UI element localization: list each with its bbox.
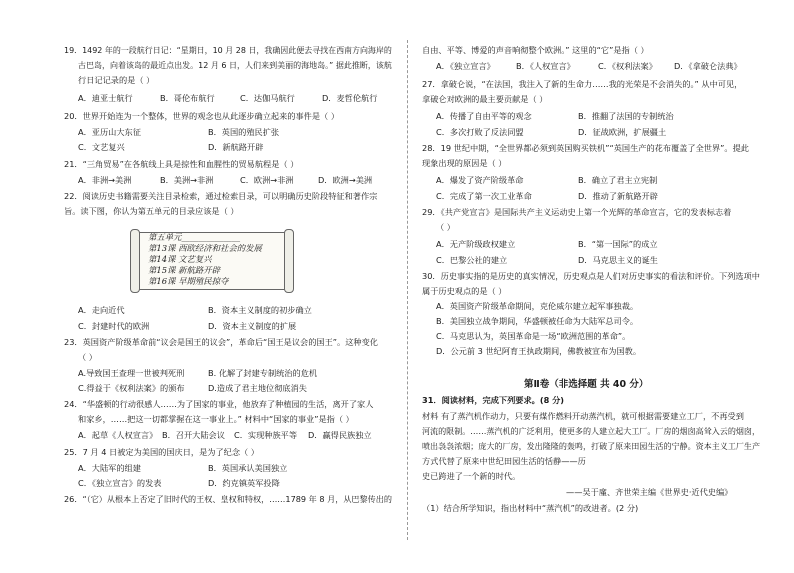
q28-option-b: B．确立了君主立宪制 xyxy=(578,175,658,185)
q19-line-3: 行日记记录的是（ ） xyxy=(78,75,155,85)
q29-option-d: D．马克思主义的诞生 xyxy=(578,255,658,265)
scroll-lesson-15: 第15课 新航路开辟 xyxy=(148,265,220,275)
q26-line-2: 自由、平等、博爱的声音响彻整个欧洲。” 这里的“它”是指（ ） xyxy=(422,45,649,55)
q25-option-a: A．大陆军的组建 xyxy=(78,463,141,473)
q31-material-line-1: 材料 有了蒸汽机作动力，只要有煤作燃料开动蒸汽机，就可根据需要建立工厂，不再受到 xyxy=(422,411,744,421)
q25-option-b: B．英国承认美国独立 xyxy=(208,463,288,473)
q19-option-b: B．哥伦布航行 xyxy=(160,93,215,103)
q25-option-d: D．约克镇英军投降 xyxy=(208,478,280,488)
q24-line-2: 和家乡，……把这一切都掌握在这一事业上。” 材料中“国家的事业”是指（ ） xyxy=(78,414,354,424)
scroll-lesson-14: 第14课 文艺复兴 xyxy=(148,254,212,264)
q22-line-2: 旨。读下图，你认为第五单元的目录应该是（ ） xyxy=(64,206,239,216)
q28-line-2: 现象出现的原因是（ ） xyxy=(422,158,507,168)
q23-option-c: C.得益于《权利法案》的颁布 xyxy=(78,383,185,393)
q29-option-a: A．无产阶级政权建立 xyxy=(436,239,516,249)
scroll-left-rod xyxy=(130,229,140,293)
scroll-right-rod xyxy=(284,229,294,293)
q21-line-1: 21．“三角贸易”在各航线上具是掠性和血腥性的贸易航程是（ ） xyxy=(64,159,299,169)
q27-line-1: 27．拿破仑说，“在法国，我注入了新的生命力……我的光荣是不会消失的。” 从中可见， xyxy=(422,79,743,89)
q30-option-a: A．英国资产阶级革命期间，克伦威尔建立起军事独裁。 xyxy=(436,301,639,311)
q30-line-1: 30．历史事实指的是历史的真实情况，历史观点是人们对历史事实的看法和评价。下列选项中 xyxy=(422,271,760,281)
q31-subquestion-1: （1）结合所学知识，指出材料中“蒸汽机”的改进者。(2 分) xyxy=(422,503,639,513)
q20-option-a: A．亚历山大东征 xyxy=(78,127,141,137)
q26-option-a: A．《独立宣言》 xyxy=(436,61,495,71)
q24-line-1: 24．“华盛顿的行动很感人……为了国家的事业，他放弃了种植园的生活，离开了家人 xyxy=(64,399,374,409)
table-of-contents-scroll xyxy=(128,228,296,292)
q29-line-1: 29．《共产党宣言》是国际共产主义运动史上第一个光辉的革命宣言，它的发表标志着 xyxy=(422,207,732,217)
q22-option-b: B．资本主义制度的初步确立 xyxy=(208,305,312,315)
q28-line-1: 28．19 世纪中期，“全世界都必须到英国购买铁机”“英国生产的花布覆盖了全世界”。提此 xyxy=(422,143,749,153)
q31-material-line-4: 方式代替了原来中世纪田园生活的恬静——历 xyxy=(422,456,586,466)
q27-option-b: B．推翻了法国的专制统治 xyxy=(578,111,674,121)
q30-option-c: C．马克思认为，英国革命是一场“欧洲范围的革命”。 xyxy=(436,331,631,341)
q28-option-d: D．推动了新航路开辟 xyxy=(578,191,658,201)
q25-option-c: C．《独立宣言》的发表 xyxy=(78,478,162,488)
q20-option-b: B．英国的殖民扩张 xyxy=(208,127,280,137)
q20-option-c: C．文艺复兴 xyxy=(78,142,125,152)
section-2-title: 第Ⅱ卷（非选择题 共 40 分） xyxy=(524,379,649,390)
q25-line-1: 25．7 月 4 日被定为美国的国庆日，是为了纪念（ ） xyxy=(64,447,259,457)
q19-option-a: A．迪亚士航行 xyxy=(78,93,133,103)
q27-option-c: C．多次打败了反法同盟 xyxy=(436,127,524,137)
q27-option-a: A．传播了自由平等的观念 xyxy=(436,111,532,121)
q21-option-c: C．欧洲→非洲 xyxy=(240,175,294,185)
q23-option-b: B. 化解了封建专制统治的危机 xyxy=(208,368,318,378)
q19-line-1: 19．1492 年的一段航行日记：“星期日，10 月 28 日，我确因此便去寻找在西南方向海岸的 xyxy=(64,45,392,55)
q27-option-d: D．征战欧洲，扩展疆土 xyxy=(578,127,667,137)
q23-line-2: （ ） xyxy=(78,352,97,362)
q26-option-b: B．《人权宣言》 xyxy=(516,61,575,71)
q31-source: ——吴于廑、齐世荣主编《世界史·近代史编》 xyxy=(566,487,733,497)
q30-option-b: B．美国独立战争期间，华盛顿被任命为大陆军总司令。 xyxy=(436,316,639,326)
q24-option-d: D．赢得民族独立 xyxy=(308,430,372,440)
q22-line-1: 22．阅读历史书籍需要关注目录检索，通过检索目录，可以明确历史阶段特征和著作宗 xyxy=(64,191,378,201)
q20-option-d: D．新航路开辟 xyxy=(208,142,264,152)
q21-option-a: A．非洲→美洲 xyxy=(78,175,132,185)
q24-option-b: B．召开大陆会议 xyxy=(162,430,225,440)
q26-line-1: 26．“（它）从根本上否定了旧时代的王权、皇权和特权，……1789 年 8 月，从巴黎传出的 xyxy=(64,494,393,504)
column-divider xyxy=(407,40,408,540)
q23-line-1: 23．英国资产阶级革命前“议会是国王的议会”，革命后“国王是议会的国王”。这种变化 xyxy=(64,337,378,347)
q28-option-c: C．完成了第一次工业革命 xyxy=(436,191,532,201)
q21-option-b: B．美洲→非洲 xyxy=(160,175,214,185)
q27-line-2: 拿破仑对欧洲的最主要贡献是（ ） xyxy=(422,94,548,104)
q19-option-d: D．麦哲伦航行 xyxy=(322,93,378,103)
q20-line-1: 20．世界开始连为一个整体，世界的观念也从此逐步确立起来的事件是（ ） xyxy=(64,111,340,121)
scroll-lesson-16: 第16课 早期殖民掠夺 xyxy=(148,276,229,286)
q26-option-d: D．《拿破仑法典》 xyxy=(674,61,742,71)
q29-option-c: C．巴黎公社的建立 xyxy=(436,255,508,265)
q24-option-c: C．实现种族平等 xyxy=(234,430,298,440)
q31-material-line-2: 河流的限制。……蒸汽机的广泛利用，使更多的人建立起大工厂。厂房的烟囱高耸入云的烟囱， xyxy=(422,426,761,436)
q22-option-c: C．封建时代的欧洲 xyxy=(78,321,150,331)
scroll-lesson-13: 第13课 西欧经济和社会的发展 xyxy=(148,243,262,253)
q29-option-b: B．“第一国际”的成立 xyxy=(578,239,658,249)
q26-option-c: C．《权利法案》 xyxy=(598,61,657,71)
q21-option-d: D．欧洲→美洲 xyxy=(318,175,373,185)
q23-option-d: D.造成了君主地位彻底消失 xyxy=(208,383,307,393)
q31-heading: 31．阅读材料，完成下列要求。(8 分) xyxy=(422,395,565,405)
q19-option-c: C．达伽马航行 xyxy=(240,93,295,103)
q22-option-d: D．资本主义制度的扩展 xyxy=(208,321,297,331)
q19-line-2: 古巴岛，向着该岛的最近点出发。12 月 6 日，人们来到美丽的海地岛。” 据此推断，该航 xyxy=(78,60,392,70)
q28-option-a: A．爆发了资产阶级革命 xyxy=(436,175,524,185)
q22-option-a: A．走向近代 xyxy=(78,305,125,315)
scroll-unit-title: 第五单元______________ xyxy=(148,232,241,242)
q30-option-d: D．公元前 3 世纪阿育王执政期间，佛教被宣布为国教。 xyxy=(436,346,642,356)
q24-option-a: A．起草《人权宣言》 xyxy=(78,430,158,440)
q23-option-a: A.导致国王查理一世被判死刑 xyxy=(78,368,185,378)
q31-material-line-3: 喷出袅袅浓烟；庞大的厂房，发出隆隆的轰鸣，打破了原来田园生活的宁静。资本主义工厂生产 xyxy=(422,441,761,451)
q30-line-2: 属于历史观点的是（ ） xyxy=(422,286,507,296)
q31-material-line-5: 史已跨进了一个新的时代。 xyxy=(422,471,521,481)
q29-line-2: （ ） xyxy=(436,222,455,232)
